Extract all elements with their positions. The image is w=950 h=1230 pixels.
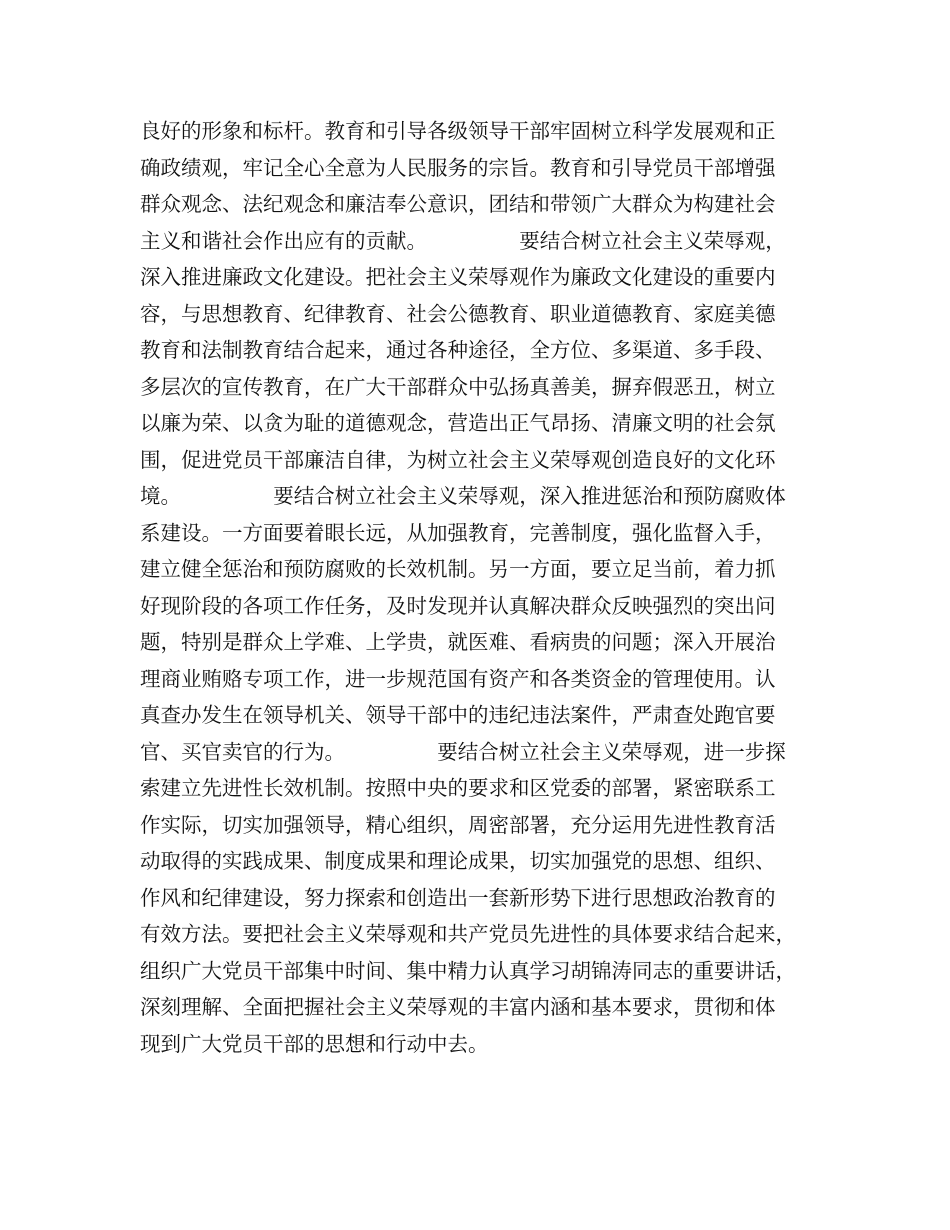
text-line: 作实际，切实加强领导，精心组织，周密部署，充分运用先进性教育活 bbox=[140, 812, 776, 837]
text-line: 好现阶段的各项工作任务，及时发现并认真解决群众反映强烈的突出问 bbox=[140, 593, 776, 618]
text-line: 深刻理解、全面把握社会主义荣辱观的丰富内涵和基本要求，贯彻和体 bbox=[140, 995, 776, 1019]
text-line: 有效方法。要把社会主义荣辱观和共产党员先进性的具体要求结合起来， bbox=[140, 922, 796, 946]
text-line: 围，促进党员干部廉洁自律，为树立社会主义荣辱观创造良好的文化环 bbox=[140, 447, 776, 472]
text-line: 作风和纪律建设，努力探索和创造出一套新形势下进行思想政治教育的 bbox=[140, 885, 776, 910]
text-line: 题，特别是群众上学难、上学贵，就医难、看病贵的问题；深入开展治 bbox=[140, 630, 776, 654]
text-line: 建立健全惩治和预防腐败的长效机制。另一方面，要立足当前，着力抓 bbox=[140, 557, 776, 581]
text-line: 深入推进廉政文化建设。把社会主义荣辱观作为廉政文化建设的重要内 bbox=[140, 265, 776, 289]
text-line: 理商业贿赂专项工作，进一步规范国有资产和各类资金的管理使用。认 bbox=[140, 666, 776, 691]
body-text bbox=[140, 113, 830, 1062]
text-line: 索建立先进性长效机制。按照中央的要求和区党委的部署，紧密联系工 bbox=[140, 776, 776, 800]
text-line: 以廉为荣、以贪为耻的道德观念，营造出正气昂扬、清廉文明的社会氛 bbox=[140, 411, 776, 435]
text-line: 确政绩观，牢记全心全意为人民服务的宗旨。教育和引导党员干部增强 bbox=[140, 155, 776, 180]
text-line: 主义和谐社会作出应有的贡献。 要结合树立社会主义荣辱观， bbox=[140, 228, 786, 253]
text-line: 系建设。一方面要着眼长远，从加强教育，完善制度，强化监督入手， bbox=[140, 520, 776, 545]
text-line: 组织广大党员干部集中时间、集中精力认真学习胡锦涛同志的重要讲话， bbox=[140, 958, 796, 983]
text-line: 教育和法制教育结合起来，通过各种途径，全方位、多渠道、多手段、 bbox=[140, 338, 776, 362]
text-line: 官、买官卖官的行为。 要结合树立社会主义荣辱观，进一步探 bbox=[140, 739, 786, 764]
text-line: 动取得的实践成果、制度成果和理论成果，切实加强党的思想、组织、 bbox=[140, 849, 776, 873]
text-line: 良好的形象和标杆。教育和引导各级领导干部牢固树立科学发展观和正 bbox=[140, 119, 776, 143]
text-line: 真查办发生在领导机关、领导干部中的违纪违法案件，严肃查处跑官要 bbox=[140, 703, 776, 727]
text-line: 多层次的宣传教育，在广大干部群众中弘扬真善美，摒弃假恶丑，树立 bbox=[140, 374, 776, 399]
text-line: 境。 要结合树立社会主义荣辱观，深入推进惩治和预防腐败体 bbox=[140, 484, 786, 508]
text-line: 群众观念、法纪观念和廉洁奉公意识，团结和带领广大群众为构建社会 bbox=[140, 192, 776, 216]
text-line: 容，与思想教育、纪律教育、社会公德教育、职业道德教育、家庭美德 bbox=[140, 301, 776, 326]
text-line: 现到广大党员干部的思想和行动中去。 bbox=[140, 1031, 489, 1056]
